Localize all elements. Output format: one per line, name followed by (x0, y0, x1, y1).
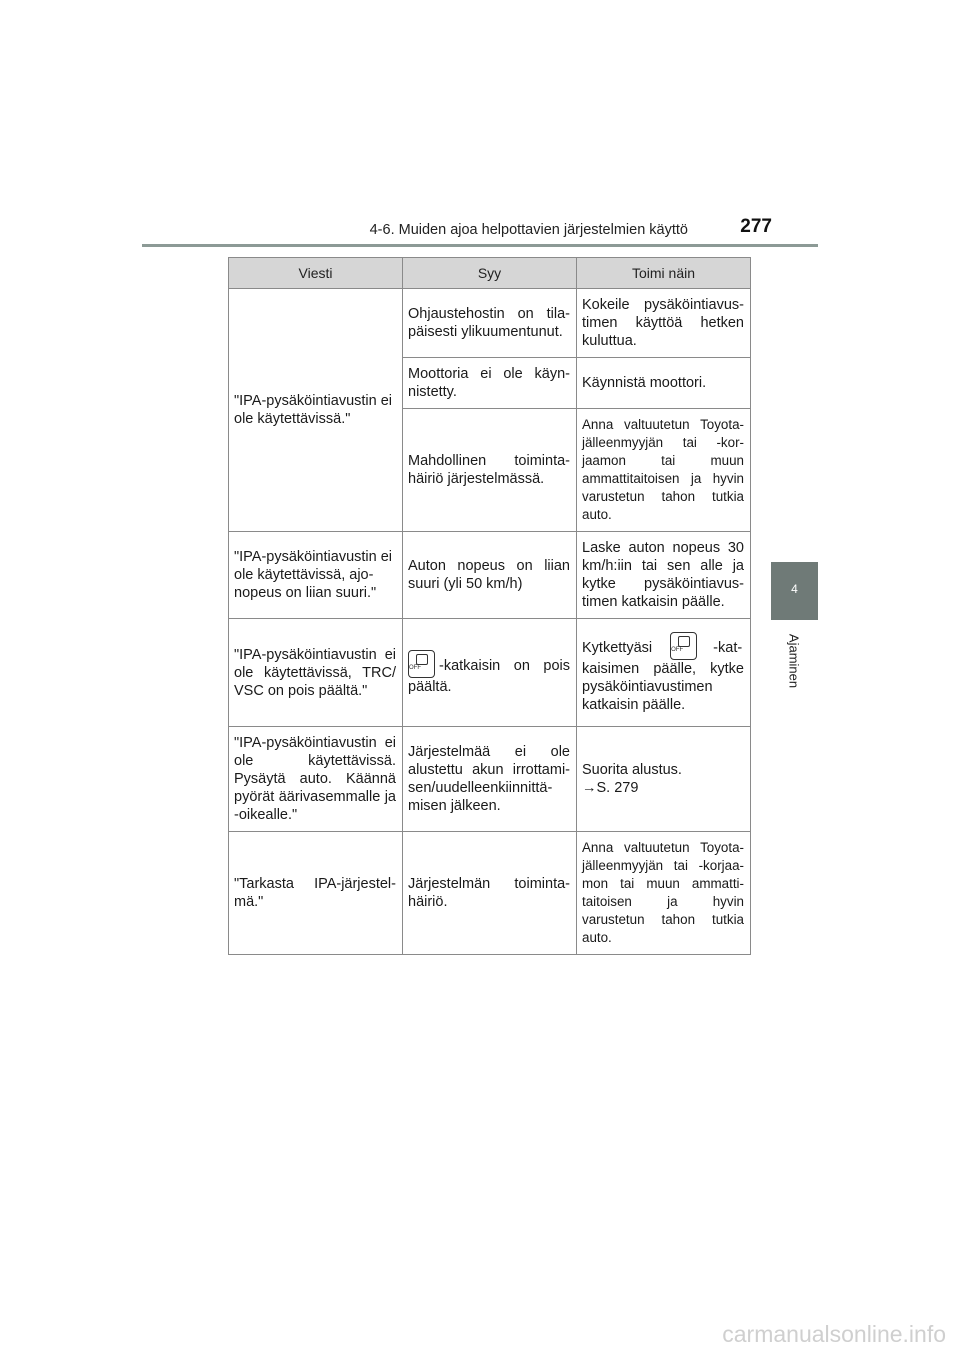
cause-text: -katkaisin on pois päältä. (408, 657, 570, 695)
message-cell: "IPA-pysäköintiavustin ei ole käytettävissä. Pysäytä auto. Käännä pyörät äärivasemmalle ja -oikealle." (229, 727, 403, 832)
table-row (229, 532, 751, 619)
action-text-prefix: Kytkettyäsi (582, 639, 653, 656)
ipa-switch-icon (408, 650, 435, 678)
action-cell: Käynnistä moottori. (577, 358, 751, 409)
table-row (229, 832, 751, 955)
page-header (142, 214, 818, 248)
action-cell (577, 727, 751, 832)
ipa-glyph-icon (416, 654, 428, 665)
ipa-icon-text: OFF (409, 664, 421, 671)
action-cell: Laske auton nopeus 30 km/h:iin tai sen alle ja kytke pysäköintiavus-timen katkaisin päälle. (577, 532, 751, 619)
cause-cell: Auton nopeus on liian suuri (yli 50 km/h) (403, 532, 577, 619)
page-reference: →S. 279 (582, 780, 639, 796)
chapter-label: Ajaminen (786, 633, 802, 689)
cause-cell: Järjestelmän toiminta-häiriö. (403, 832, 577, 955)
action-cell: Anna valtuutetun Toyota-jälleenmyyjän tai -korjaa-mon tai muun ammatti-taitoisen ja hyvin varustetun tahon tutkia auto. (577, 832, 751, 955)
warning-message-table (228, 257, 751, 955)
cause-cell (403, 619, 577, 727)
action-text-mid: -kat- (713, 639, 743, 656)
page-number: 277 (740, 216, 772, 237)
message-cell: "IPA-pysäköintiavustin ei ole käytettävissä, ajo-nopeus on liian suuri." (229, 532, 403, 619)
ipa-glyph-icon (678, 636, 690, 647)
message-cell: "Tarkasta IPA-järjestel-mä." (229, 832, 403, 955)
cause-cell: Ohjaustehostin on tila-päisesti ylikuumentunut. (403, 289, 577, 358)
message-cell: "IPA-pysäköintiavustin ei ole käytettävissä." (229, 289, 403, 532)
table-row (229, 619, 751, 727)
action-text-suffix: kaisimen päälle, kytke pysäköintiavustimen katkaisin päälle. (582, 660, 744, 713)
action-text: Suorita alustus. (582, 762, 682, 778)
chapter-tab (771, 562, 818, 620)
column-header-action: Toimi näin (577, 258, 751, 289)
table-row (229, 727, 751, 832)
table-header-row (229, 258, 751, 289)
chapter-number: 4 (791, 582, 798, 596)
cause-cell: Järjestelmää ei ole alustettu akun irrottami-sen/uudelleenkiinnittä-misen jälkeen. (403, 727, 577, 832)
ipa-icon-text: OFF (671, 646, 684, 653)
header-rule (142, 244, 818, 247)
table-row (229, 289, 751, 358)
section-title: 4-6. Muiden ajoa helpottavien järjestelmien käyttö (369, 222, 688, 238)
cause-cell: Moottoria ei ole käyn-nistetty. (403, 358, 577, 409)
watermark: carmanualsonline.info (722, 1321, 946, 1347)
column-header-message: Viesti (229, 258, 403, 289)
ipa-switch-icon (670, 632, 697, 660)
column-header-cause: Syy (403, 258, 577, 289)
action-cell: Anna valtuutetun Toyota-jälleenmyyjän tai -kor-jaamon tai muun ammattitaitoisen ja hyvin varustetun tahon tutkia auto. (577, 409, 751, 532)
action-cell (577, 619, 751, 727)
message-cell: "IPA-pysäköintiavustin ei ole käytettävissä, TRC/ VSC on pois päältä." (229, 619, 403, 727)
action-cell: Kokeile pysäköintiavus-timen käyttöä hetken kuluttua. (577, 289, 751, 358)
cause-cell: Mahdollinen toiminta-häiriö järjestelmässä. (403, 409, 577, 532)
